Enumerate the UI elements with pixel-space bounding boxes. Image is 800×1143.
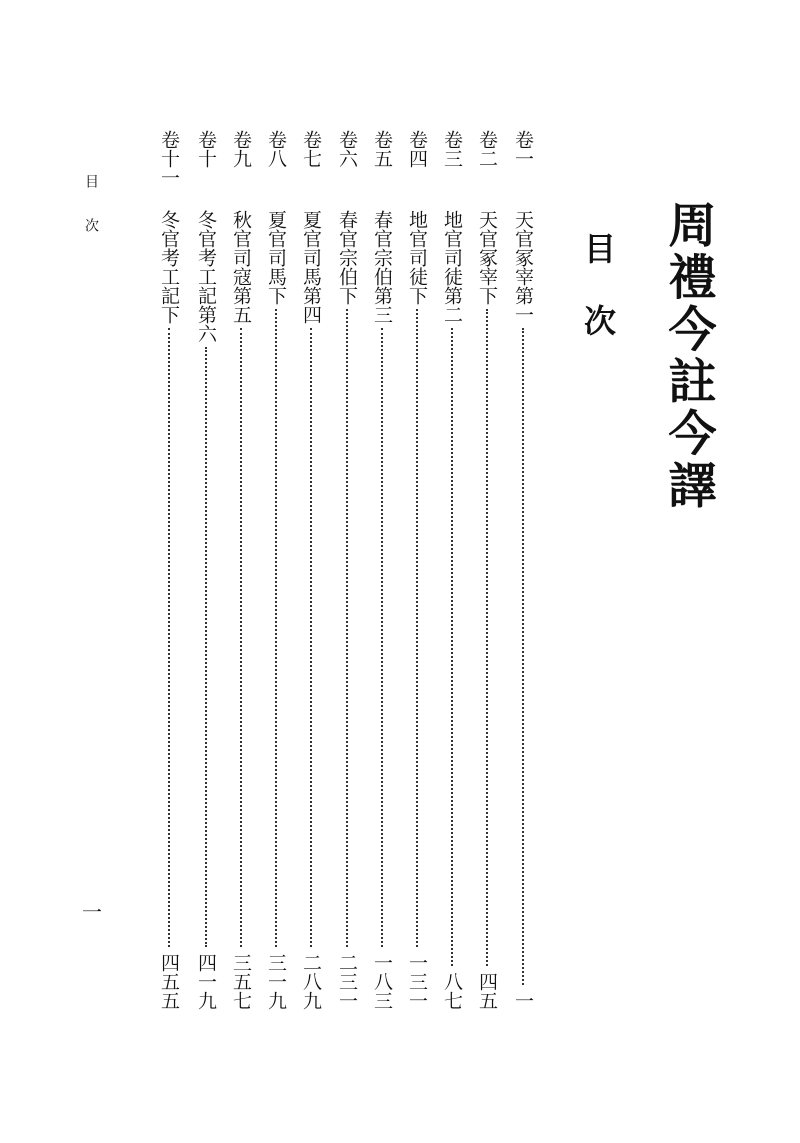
page-number: 一 bbox=[82, 900, 102, 924]
toc-entry[interactable] bbox=[296, 130, 326, 1010]
toc-dot-leader bbox=[416, 309, 418, 947]
running-head: 目次 bbox=[83, 174, 99, 262]
toc-volume-label: 卷四 bbox=[406, 130, 428, 168]
toc-dot-leader bbox=[522, 328, 524, 985]
toc-dot-leader bbox=[346, 309, 348, 947]
book-title: 周禮今註今譯 bbox=[660, 200, 716, 512]
toc-volume-label: 卷八 bbox=[265, 130, 287, 168]
toc-entry[interactable] bbox=[402, 130, 432, 1010]
toc-volume-label: 卷五 bbox=[371, 130, 393, 168]
toc-volume-label: 卷七 bbox=[300, 130, 322, 168]
toc-title: 秋官司寇第五 bbox=[230, 210, 252, 324]
toc-entry[interactable] bbox=[226, 130, 256, 1010]
toc-title: 天官冢宰第一 bbox=[512, 210, 534, 324]
toc-entry[interactable] bbox=[437, 130, 467, 1010]
toc-title: 地官司徒下 bbox=[406, 210, 428, 305]
toc-dot-leader bbox=[310, 328, 312, 947]
toc-dot-leader bbox=[168, 328, 170, 947]
toc-title: 夏官司馬第四 bbox=[300, 210, 322, 324]
toc-page-number: 三五七 bbox=[230, 953, 252, 1010]
toc-dot-leader bbox=[240, 328, 242, 947]
toc-dot-leader bbox=[275, 309, 277, 947]
toc-page-number: 二八九 bbox=[300, 953, 322, 1010]
toc-title: 冬官考工記第六 bbox=[195, 210, 217, 343]
toc-volume-label: 卷六 bbox=[336, 130, 358, 168]
toc-dot-leader bbox=[381, 328, 383, 947]
toc-volume-label: 卷三 bbox=[441, 130, 463, 168]
toc-entry[interactable] bbox=[472, 130, 502, 1010]
toc-title: 春官宗伯第三 bbox=[371, 210, 393, 324]
toc-page-number: 二三一 bbox=[336, 953, 358, 1010]
toc-dot-leader bbox=[486, 309, 488, 966]
toc-page-number: 四五五 bbox=[158, 953, 180, 1010]
toc-page-number: 八七 bbox=[441, 972, 463, 1010]
toc-volume-label: 卷二 bbox=[476, 130, 498, 168]
toc-volume-label: 卷九 bbox=[230, 130, 252, 168]
toc-page-number: 四一九 bbox=[195, 953, 217, 1010]
toc-title: 春官宗伯下 bbox=[336, 210, 358, 305]
toc-entry[interactable] bbox=[191, 130, 221, 1010]
toc-title: 天官冢宰下 bbox=[476, 210, 498, 305]
toc-page-number: 一三一 bbox=[406, 953, 428, 1010]
toc-volume-label: 卷十一 bbox=[158, 130, 180, 187]
toc-volume-label: 卷一 bbox=[512, 130, 534, 168]
toc-heading: 目次 bbox=[579, 232, 617, 376]
toc-dot-leader bbox=[205, 347, 207, 947]
toc-title: 夏官司馬下 bbox=[265, 210, 287, 305]
toc-title: 冬官考工記下 bbox=[158, 210, 180, 324]
toc-entry[interactable] bbox=[332, 130, 362, 1010]
toc-title: 地官司徒第二 bbox=[441, 210, 463, 324]
toc-entry[interactable] bbox=[154, 130, 184, 1010]
toc-page-number: 一八三 bbox=[371, 953, 393, 1010]
toc-dot-leader bbox=[451, 328, 453, 966]
toc-volume-label: 卷十 bbox=[195, 130, 217, 168]
toc-entry[interactable] bbox=[261, 130, 291, 1010]
toc-page-number: 四五 bbox=[476, 972, 498, 1010]
toc-page-number: 一 bbox=[512, 991, 534, 1010]
toc-page-number: 三一九 bbox=[265, 953, 287, 1010]
toc-entry[interactable] bbox=[367, 130, 397, 1010]
toc-entry[interactable] bbox=[508, 130, 538, 1010]
